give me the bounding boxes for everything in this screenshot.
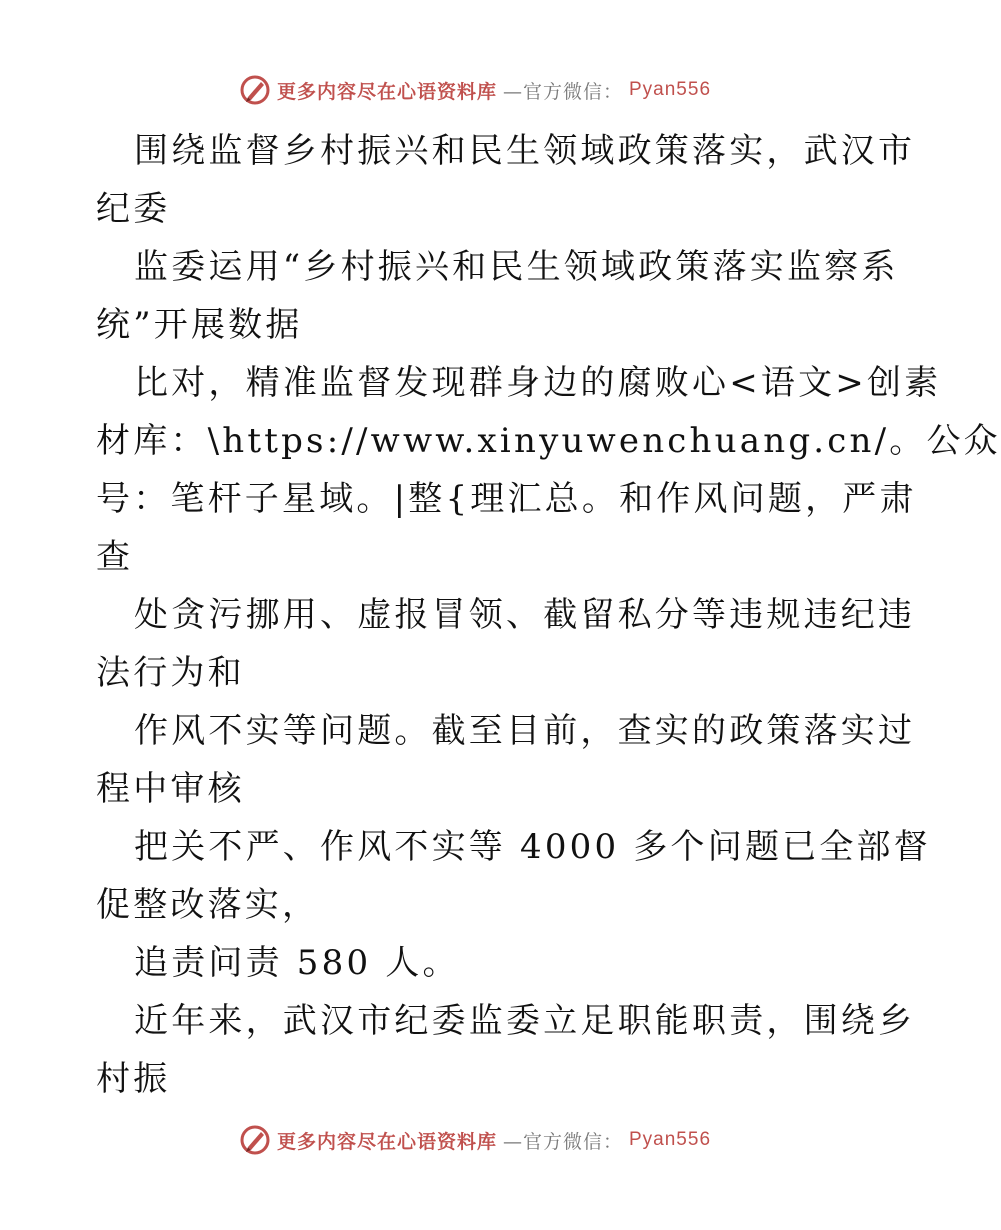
footer-watermark-wechat: Pyan556 [629, 1129, 712, 1150]
document-body [96, 122, 1001, 1108]
body-line: 处贪污挪用、虚报冒领、截留私分等违规违纪违 [134, 595, 916, 635]
pen-logo-icon [239, 1124, 271, 1156]
body-line: 围绕监督乡村振兴和民生领域政策落实，武汉市 [134, 131, 916, 171]
header-watermark-wechat: Pyan556 [629, 79, 712, 100]
body-line: 纪委 [96, 189, 171, 229]
body-line: 监委运用“乡村振兴和民生领域政策落实监察系 [134, 247, 899, 287]
body-line: 材库：\https://www.xinyuwenchuang.cn/。公众 [96, 421, 1001, 461]
footer-watermark-separator: —官方微信： [502, 1130, 623, 1153]
body-line: 比对，精准监督发现群身边的腐败心<语文>创素 [134, 363, 942, 403]
header-watermark [0, 70, 950, 110]
body-line: 统”开展数据 [96, 305, 303, 345]
footer-watermark-text: 更多内容尽在心语资料库 [276, 1130, 497, 1153]
body-line: 追责问责 580 人。 [134, 943, 460, 983]
body-line: 作风不实等问题。截至目前，查实的政策落实过 [134, 711, 916, 751]
body-line: 村振 [96, 1059, 171, 1099]
pen-logo-icon [239, 74, 271, 106]
body-line: 把关不严、作风不实等 4000 多个问题已全部督 [134, 827, 931, 867]
body-line: 近年来，武汉市纪委监委立足职能职责，围绕乡 [134, 1001, 916, 1041]
body-line: 号：笔杆子星域。|整{理汇总。和作风问题，严肃 [96, 479, 917, 519]
body-line: 程中审核 [96, 769, 245, 809]
footer-watermark [0, 1120, 950, 1160]
body-line: 查 [96, 537, 134, 577]
header-watermark-text: 更多内容尽在心语资料库 [276, 80, 497, 103]
body-line: 促整改落实， [96, 885, 320, 925]
header-watermark-separator: —官方微信： [502, 80, 623, 103]
body-line: 法行为和 [96, 653, 245, 693]
